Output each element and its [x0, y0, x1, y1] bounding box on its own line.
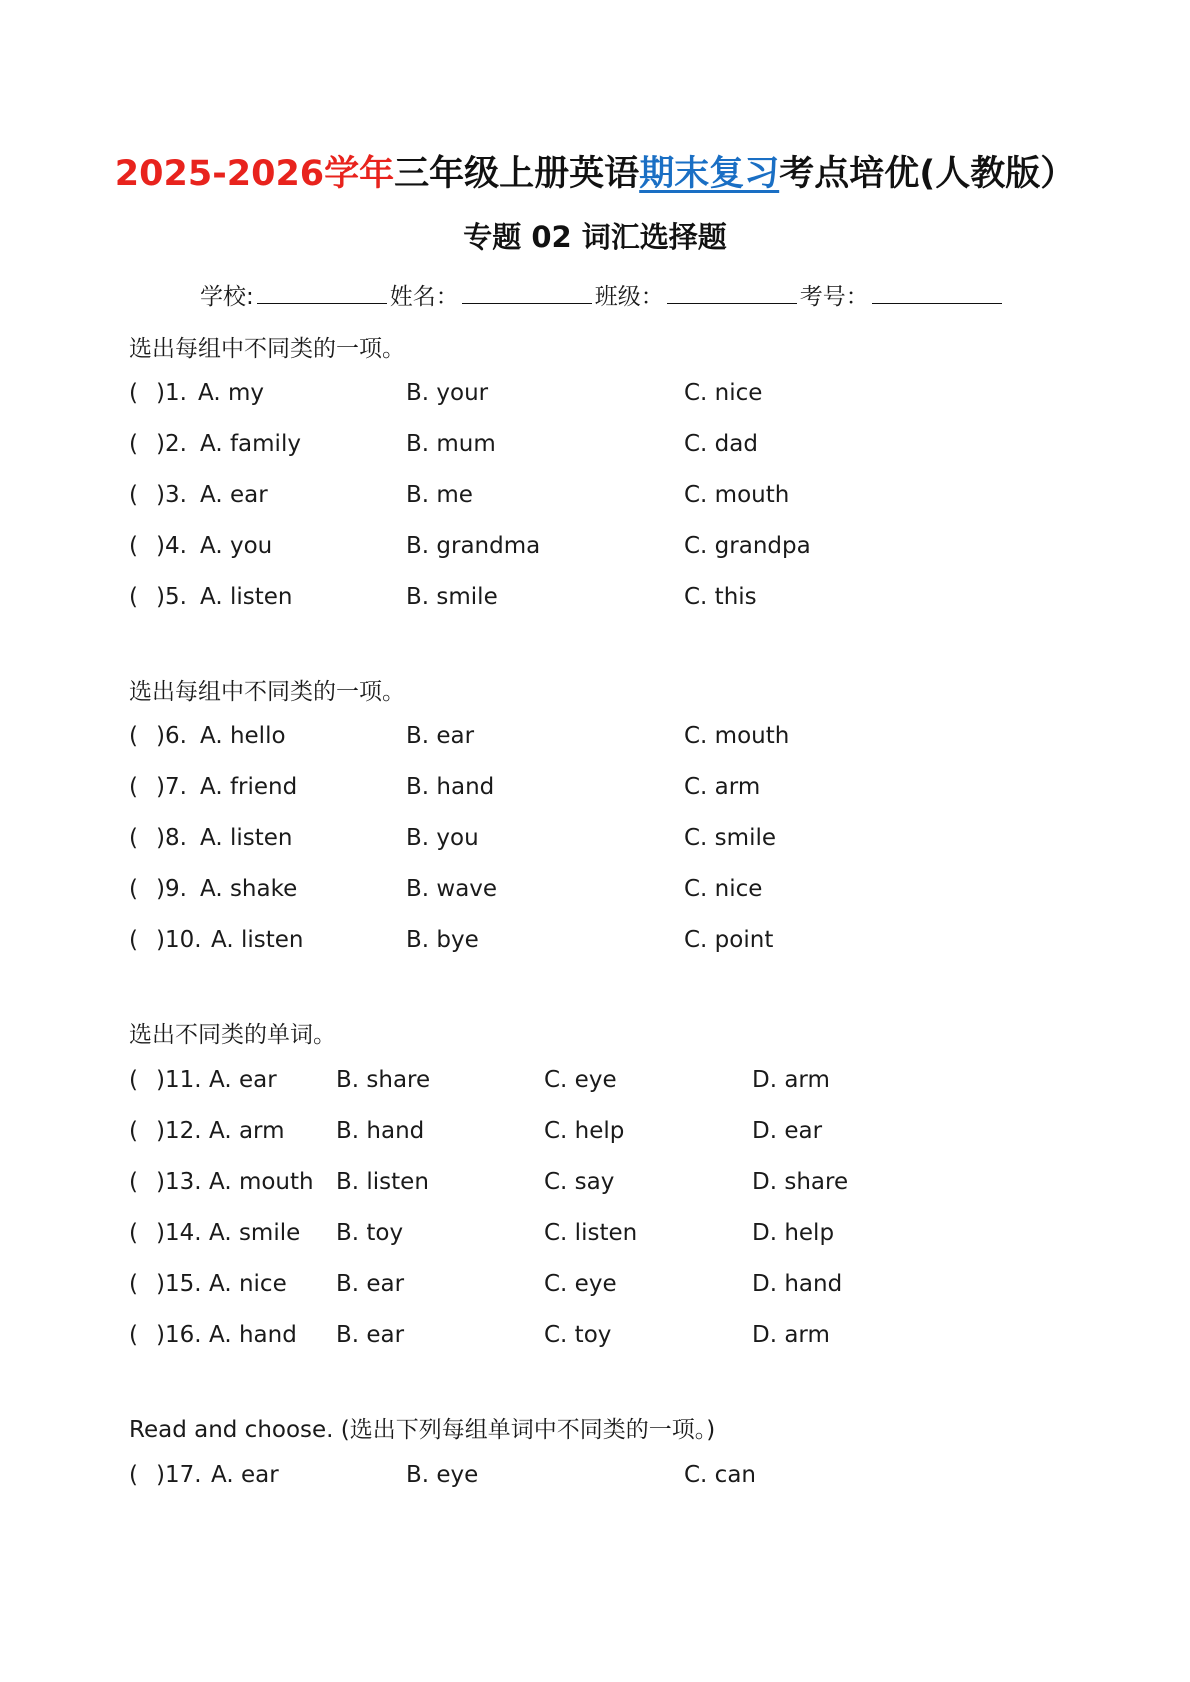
option-d: D. help [752, 1220, 835, 1246]
option-a: A. family [200, 431, 301, 457]
answer-paren[interactable]: ( [129, 431, 138, 457]
option-b: B. hand [406, 774, 495, 800]
name-blank[interactable] [462, 283, 592, 304]
option-b: B. me [406, 482, 473, 508]
option-a: A. arm [209, 1118, 285, 1144]
option-a: A. ear [209, 1067, 277, 1093]
option-c: C. toy [544, 1322, 612, 1348]
option-d: D. hand [752, 1271, 843, 1297]
option-a: A. ear [200, 482, 268, 508]
option-c: C. point [684, 927, 774, 953]
option-b: B. share [336, 1067, 431, 1093]
answer-paren[interactable]: ( [129, 1322, 138, 1348]
option-c: C. smile [684, 825, 776, 851]
option-b: B. listen [336, 1169, 429, 1195]
option-b: B. eye [406, 1462, 479, 1488]
answer-paren[interactable]: ( [129, 927, 138, 953]
option-a: A. listen [211, 927, 304, 953]
option-a: A. listen [200, 584, 293, 610]
answer-paren[interactable]: ( [129, 1067, 138, 1093]
question-number: )8. [156, 825, 187, 851]
option-b: B. toy [336, 1220, 404, 1246]
option-b: B. you [406, 825, 479, 851]
question-number: )3. [156, 482, 187, 508]
option-a: A. hello [200, 723, 286, 749]
section-4-instruction: Read and choose. (选出下列每组单词中不同类的一项。) [129, 1417, 716, 1443]
exam-number-label: 考号： [799, 284, 869, 310]
question-number: )9. [156, 876, 187, 902]
question-number: )7. [156, 774, 187, 800]
answer-paren[interactable]: ( [129, 380, 138, 406]
option-b: B. grandma [406, 533, 541, 559]
school-label: 学校: [200, 284, 254, 310]
question-number: )4. [156, 533, 187, 559]
answer-paren[interactable]: ( [129, 876, 138, 902]
answer-paren[interactable]: ( [129, 1118, 138, 1144]
option-b: B. bye [406, 927, 479, 953]
option-c: C. grandpa [684, 533, 811, 559]
option-c: C. can [684, 1462, 756, 1488]
option-d: D. share [752, 1169, 849, 1195]
section-2-instruction: 选出每组中不同类的一项。 [129, 679, 405, 705]
page-subtitle: 专题 02 词汇选择题 [463, 220, 727, 254]
option-c: C. say [544, 1169, 615, 1195]
option-b: B. your [406, 380, 489, 406]
question-number: )16. [156, 1322, 202, 1348]
option-a: A. you [200, 533, 273, 559]
option-c: C. nice [684, 876, 763, 902]
question-number: )1. [156, 380, 187, 406]
option-a: A. smile [209, 1220, 301, 1246]
option-c: C. dad [684, 431, 758, 457]
option-c: C. help [544, 1118, 625, 1144]
option-b: B. ear [406, 723, 475, 749]
question-number: )2. [156, 431, 187, 457]
question-number: )11. [156, 1067, 202, 1093]
class-label: 班级： [594, 284, 664, 310]
title-year: 2025-2026 [114, 154, 325, 194]
title-end: 考点培优(人教版） [779, 154, 1076, 194]
section-1-instruction: 选出每组中不同类的一项。 [129, 336, 405, 362]
question-number: )13. [156, 1169, 202, 1195]
option-c: C. arm [684, 774, 761, 800]
option-b: B. ear [336, 1271, 405, 1297]
option-c: C. eye [544, 1067, 617, 1093]
option-c: C. mouth [684, 723, 790, 749]
option-a: A. hand [209, 1322, 297, 1348]
option-a: A. my [198, 380, 264, 406]
option-c: C. mouth [684, 482, 790, 508]
option-b: B. ear [336, 1322, 405, 1348]
option-a: A. nice [209, 1271, 287, 1297]
answer-paren[interactable]: ( [129, 533, 138, 559]
name-label: 姓名： [389, 284, 459, 310]
title-grade: 三年级上册英语 [394, 154, 640, 194]
answer-paren[interactable]: ( [129, 1169, 138, 1195]
page-title [0, 146, 1190, 196]
option-d: D. arm [752, 1322, 830, 1348]
option-a: A. shake [200, 876, 298, 902]
option-b: B. hand [336, 1118, 425, 1144]
option-b: B. mum [406, 431, 496, 457]
option-d: D. arm [752, 1067, 830, 1093]
title-highlight: 期末复习 [639, 154, 780, 194]
option-c: C. nice [684, 380, 763, 406]
answer-paren[interactable]: ( [129, 584, 138, 610]
option-b: B. wave [406, 876, 498, 902]
question-number: )12. [156, 1118, 202, 1144]
answer-paren[interactable]: ( [129, 1220, 138, 1246]
question-number: )6. [156, 723, 187, 749]
school-blank[interactable] [257, 283, 387, 304]
option-d: D. ear [752, 1118, 823, 1144]
answer-paren[interactable]: ( [129, 825, 138, 851]
question-number: )15. [156, 1271, 202, 1297]
section-3-instruction: 选出不同类的单词。 [129, 1022, 336, 1048]
question-number: )5. [156, 584, 187, 610]
title-xuenian: 学年 [324, 154, 395, 194]
question-number: )10. [156, 927, 202, 953]
exam-number-blank[interactable] [872, 283, 1002, 304]
class-blank[interactable] [667, 283, 797, 304]
option-b: B. smile [406, 584, 498, 610]
student-info-line [200, 278, 1005, 311]
question-number: )14. [156, 1220, 202, 1246]
option-a: A. ear [211, 1462, 279, 1488]
answer-paren[interactable]: ( [129, 723, 138, 749]
option-c: C. this [684, 584, 757, 610]
answer-paren[interactable]: ( [129, 1271, 138, 1297]
answer-paren[interactable]: ( [129, 774, 138, 800]
option-c: C. listen [544, 1220, 638, 1246]
option-a: A. listen [200, 825, 293, 851]
answer-paren[interactable]: ( [129, 482, 138, 508]
answer-paren[interactable]: ( [129, 1462, 138, 1488]
option-a: A. mouth [209, 1169, 314, 1195]
option-c: C. eye [544, 1271, 617, 1297]
question-number: )17. [156, 1462, 202, 1488]
option-a: A. friend [200, 774, 298, 800]
